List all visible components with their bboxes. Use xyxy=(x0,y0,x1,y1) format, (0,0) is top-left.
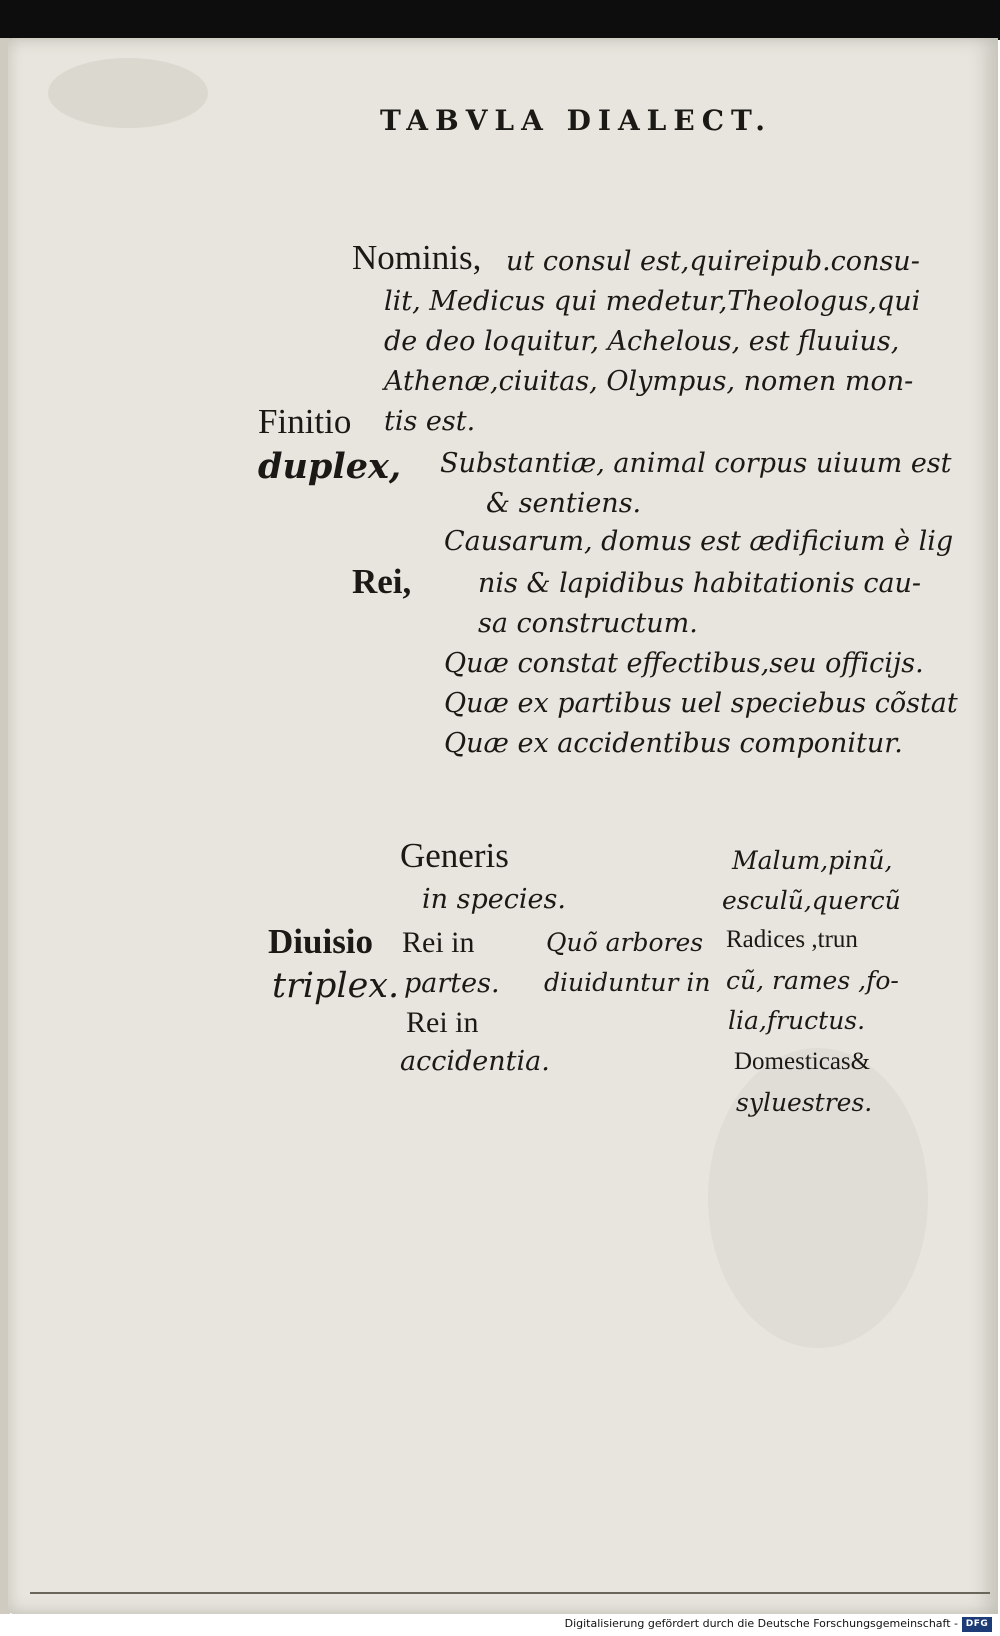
rei-label: Rei, xyxy=(352,562,412,601)
nominis-line-1: ut consul est,quireipub.consu- xyxy=(506,246,920,277)
dfg-logo: DFG xyxy=(962,1617,992,1632)
substantiae-line-2: & sentiens. xyxy=(486,488,642,519)
diuisio-label: Diuisio xyxy=(268,922,374,961)
example-6: Domesticas& xyxy=(734,1048,871,1075)
causarum-line-2: nis & lapidibus habitationis cau- xyxy=(478,568,922,599)
running-head: TABVLA DIALECT. xyxy=(380,104,772,137)
finitio-label: Finitio xyxy=(258,402,352,441)
substantiae-line-1: Substantiæ, animal corpus uiuum est xyxy=(440,448,952,479)
rei-accidentia-label: Rei in xyxy=(406,1006,479,1039)
digitization-credit: Digitalisierung gefördert durch die Deutsche Forschungsgemeinschaft - xyxy=(564,1617,958,1630)
page-bottom-edge xyxy=(30,1592,990,1594)
rei-accidentia-sub: accidentia. xyxy=(400,1046,550,1077)
causarum-line-1: Causarum, domus est ædificium è lig xyxy=(444,526,954,557)
rei-item-2: Quæ ex partibus uel speciebus cõstat xyxy=(444,688,958,719)
generis-label: Generis xyxy=(400,836,509,875)
nominis-line-4: Athenæ,ciuitas, Olympus, nomen mon- xyxy=(384,366,914,397)
example-5: lia,fructus. xyxy=(728,1006,866,1035)
nominis-line-2: lit, Medicus qui medetur,Theologus,qui xyxy=(384,286,921,317)
example-7: syluestres. xyxy=(736,1088,873,1117)
middle-line-2: diuiduntur in xyxy=(544,968,711,997)
example-1: Malum,pinũ, xyxy=(732,846,893,875)
rei-partes-sub: partes. xyxy=(404,968,500,999)
example-3: Radices ,trun xyxy=(726,926,858,953)
causarum-line-3: sa constructum. xyxy=(478,608,698,639)
rei-item-1: Quæ constat effectibus,seu officijs. xyxy=(444,648,924,679)
example-2: esculũ,quercũ xyxy=(722,886,901,915)
nominis-label: Nominis, xyxy=(352,238,482,277)
nominis-line-5: tis est. xyxy=(384,406,476,437)
top-black-bar xyxy=(0,0,1000,40)
generis-sub: in species. xyxy=(422,884,566,915)
middle-line-1: Quõ arbores xyxy=(546,928,704,957)
paper-stain xyxy=(48,58,208,128)
nominis-line-3: de deo loquitur, Achelous, est fluuius, xyxy=(384,326,900,357)
rei-partes-label: Rei in xyxy=(402,926,475,959)
example-4: cũ, rames ,fo- xyxy=(726,966,899,995)
diuisio-triplex: triplex. xyxy=(272,966,400,1006)
finitio-duplex: duplex, xyxy=(258,446,402,487)
rei-item-3: Quæ ex accidentibus componitur. xyxy=(444,728,903,759)
